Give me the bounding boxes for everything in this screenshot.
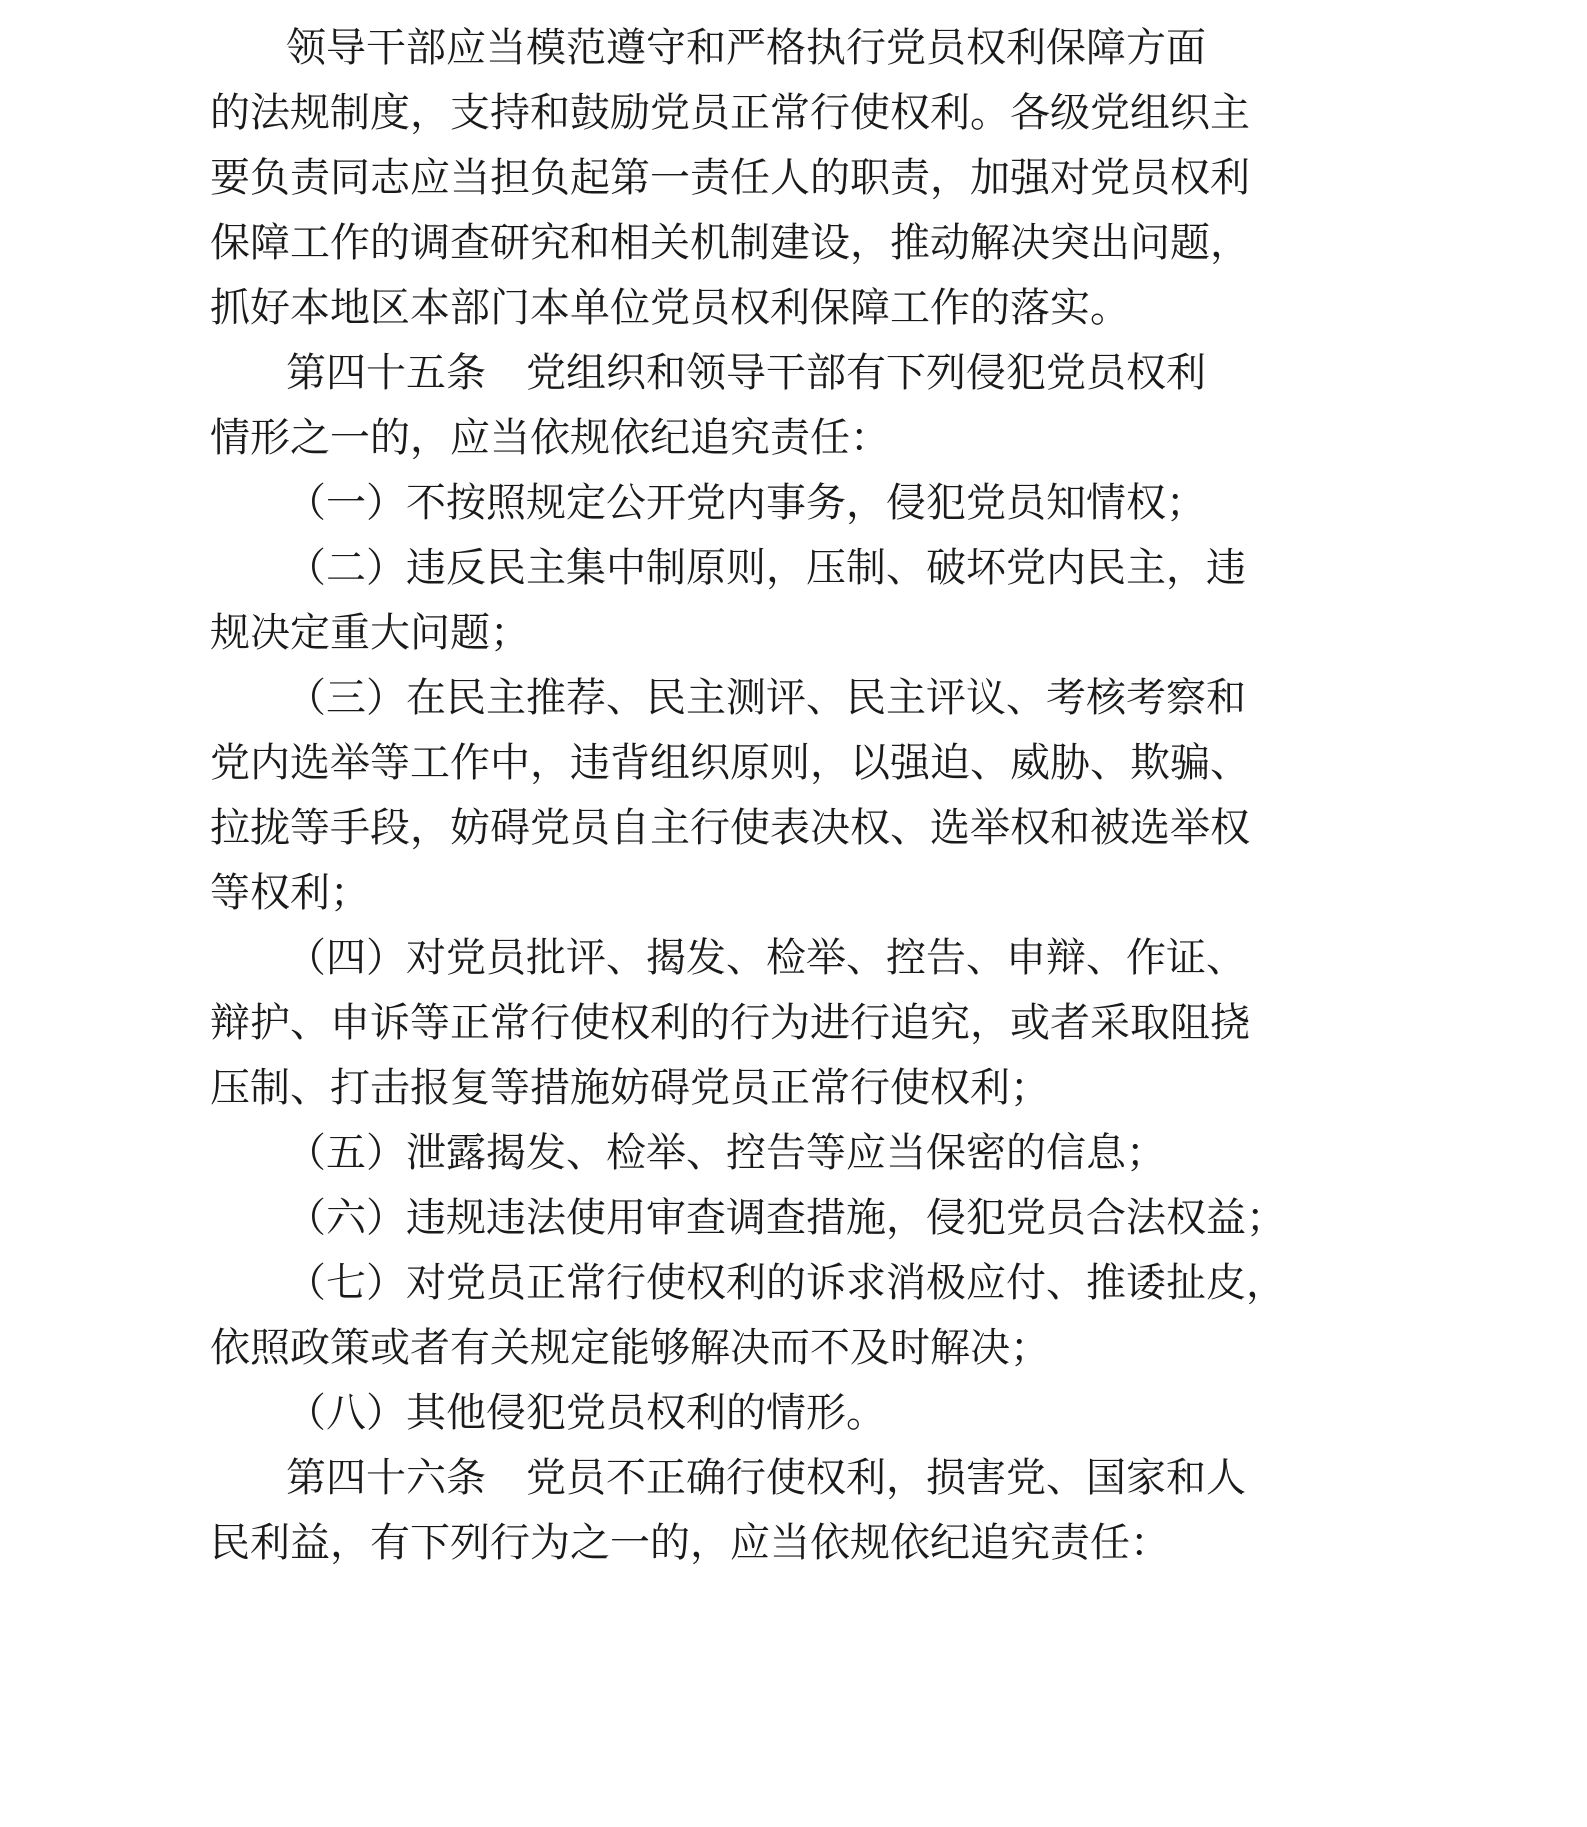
text-line: 拉拢等手段，妨碍党员自主行使表决权、选举权和被选举权 [210, 805, 1250, 851]
text-line: 要负责同志应当担负起第一责任人的职责，加强对党员权利 [210, 155, 1250, 201]
text-line: 规决定重大问题； [210, 610, 530, 656]
list-item-line: （一）不按照规定公开党内事务，侵犯党员知情权； [286, 480, 1206, 526]
text-line: 领导干部应当模范遵守和严格执行党员权利保障方面 [286, 25, 1206, 71]
list-item-line: （五）泄露揭发、检举、控告等应当保密的信息； [286, 1130, 1166, 1176]
text-line: 抓好本地区本部门本单位党员权利保障工作的落实。 [210, 285, 1130, 331]
text-line: 民利益，有下列行为之一的，应当依规依纪追究责任： [210, 1520, 1170, 1566]
text-line: 辩护、申诉等正常行使权利的行为进行追究，或者采取阻挠 [210, 1000, 1250, 1046]
text-line: 等权利； [210, 870, 370, 916]
list-item-line: （四）对党员批评、揭发、检举、控告、申辩、作证、 [286, 935, 1246, 981]
article-heading-line: 第四十五条 党组织和领导干部有下列侵犯党员权利 [286, 350, 1206, 396]
text-line: 党内选举等工作中，违背组织原则，以强迫、威胁、欺骗、 [210, 740, 1250, 786]
list-item-line: （七）对党员正常行使权利的诉求消极应付、推诿扯皮， [286, 1260, 1286, 1306]
article-heading-line: 第四十六条 党员不正确行使权利，损害党、国家和人 [286, 1455, 1246, 1501]
list-item-line: （二）违反民主集中制原则，压制、破坏党内民主，违 [286, 545, 1246, 591]
text-line: 的法规制度，支持和鼓励党员正常行使权利。各级党组织主 [210, 90, 1250, 136]
text-line: 压制、打击报复等措施妨碍党员正常行使权利； [210, 1065, 1050, 1111]
list-item-line: （八）其他侵犯党员权利的情形。 [286, 1390, 886, 1436]
list-item-line: （六）违规违法使用审查调查措施，侵犯党员合法权益； [286, 1195, 1286, 1241]
list-item-line: （三）在民主推荐、民主测评、民主评议、考核考察和 [286, 675, 1246, 721]
text-line: 情形之一的，应当依规依纪追究责任： [210, 415, 890, 461]
text-line: 保障工作的调查研究和相关机制建设，推动解决突出问题， [210, 220, 1250, 266]
text-line: 依照政策或者有关规定能够解决而不及时解决； [210, 1325, 1050, 1371]
